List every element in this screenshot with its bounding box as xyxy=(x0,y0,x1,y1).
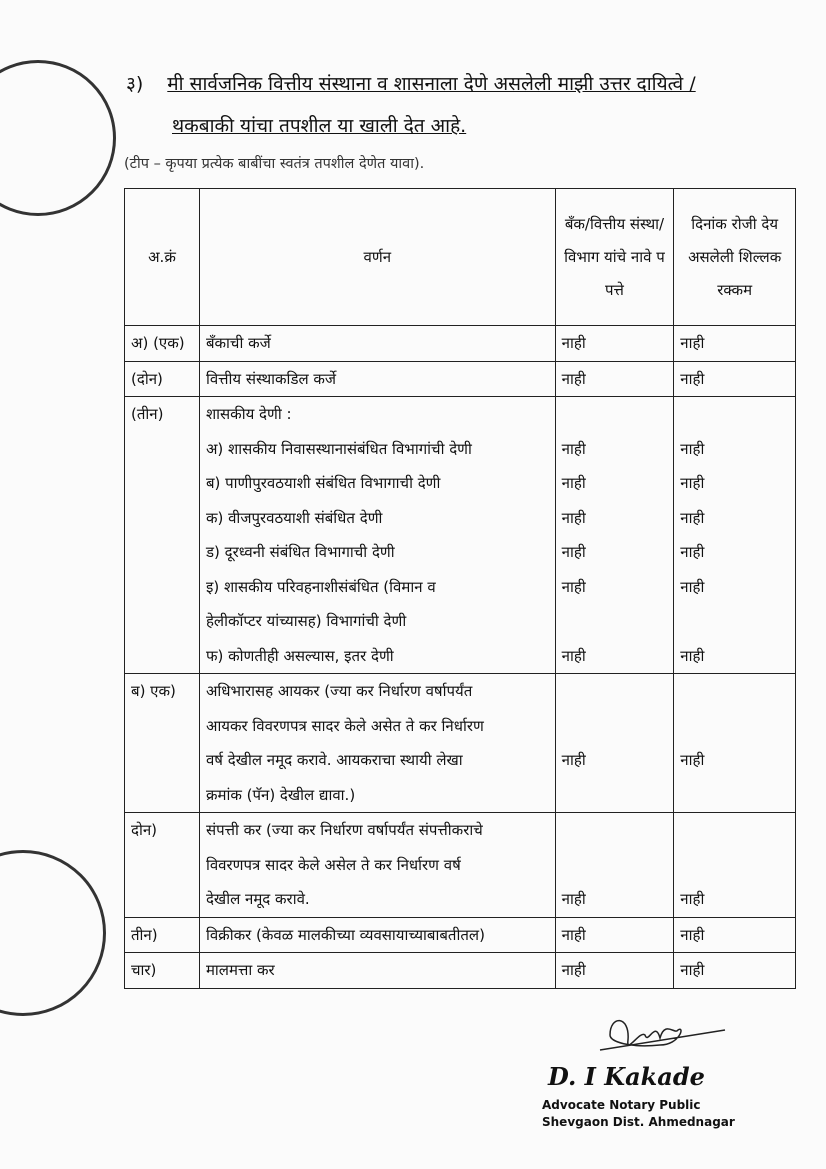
liabilities-table xyxy=(124,188,796,989)
row-desc xyxy=(199,397,555,674)
desc-line: अ) शासकीय निवासस्थानासंबंधित विभागांची देणी xyxy=(205,439,472,458)
row-bank xyxy=(555,953,674,989)
section-heading-line2: थकबाकी यांचा तपशील या खाली देत आहे. xyxy=(172,115,467,137)
desc-line: फ) कोणतीही असल्यास, इतर देणी xyxy=(205,646,394,665)
amount-line: नाही xyxy=(680,646,705,665)
row-desc xyxy=(199,953,555,989)
header-bank: बँक/वित्तीय संस्था/ विभाग यांचे नावे प पत्ते xyxy=(555,189,674,326)
serial-text: ब) एक) xyxy=(131,682,176,700)
row-desc xyxy=(199,361,555,397)
amount-line: नाही xyxy=(680,890,705,908)
bank-line: नाही xyxy=(561,369,586,388)
row-bank xyxy=(555,674,674,813)
row-amount xyxy=(674,397,796,674)
serial-text: तीन) xyxy=(131,925,158,944)
signature-name: D. I Kakade xyxy=(548,1062,705,1091)
amount-line: नाही xyxy=(680,751,705,769)
row-serial xyxy=(125,953,200,989)
amount-line: नाही xyxy=(680,369,705,388)
row-amount xyxy=(674,953,796,989)
bank-line xyxy=(562,778,668,813)
amount-line xyxy=(680,813,789,848)
desc-line: मालमत्ता कर xyxy=(205,961,275,979)
desc-line: हेलीकॉप्टर यांच्यासह) विभागांची देणी xyxy=(205,612,407,630)
desc-line: विक्रीकर (केवळ मालकीच्या व्यवसायाच्याबाबतीतल) xyxy=(205,925,485,944)
serial-text: अ) (एक) xyxy=(131,334,185,352)
amount-line: नाही xyxy=(680,334,705,352)
row-amount xyxy=(674,917,796,953)
amount-line: नाही xyxy=(680,439,705,458)
desc-line: ड) दूरध्वनी संबंधित विभागाची देणी xyxy=(205,543,395,561)
row-bank xyxy=(555,813,674,918)
bank-line xyxy=(562,397,668,432)
table-row xyxy=(125,397,796,674)
row-bank xyxy=(555,397,674,674)
desc-line: बँकाची कर्जे xyxy=(205,334,271,352)
bank-line: नाही xyxy=(561,474,586,492)
bank-line: नाही xyxy=(561,577,586,596)
row-bank xyxy=(555,917,674,953)
amount-line xyxy=(680,604,789,639)
row-desc xyxy=(199,917,555,953)
row-desc xyxy=(199,326,555,362)
section-heading-line1 xyxy=(126,70,696,96)
desc-line: वित्तीय संस्थाकडिल कर्जे xyxy=(205,369,337,388)
row-serial xyxy=(125,917,200,953)
row-desc xyxy=(199,813,555,918)
amount-line xyxy=(680,778,789,813)
amount-line xyxy=(680,848,789,883)
bank-line xyxy=(562,604,668,639)
amount-line xyxy=(680,674,789,709)
amount-line: नाही xyxy=(680,508,705,527)
row-serial xyxy=(125,326,200,362)
notary-stamp-top xyxy=(0,60,116,216)
serial-text: (दोन) xyxy=(131,369,163,388)
desc-line: विवरणपत्र सादर केले असेल ते कर निर्धारण वर्ष xyxy=(205,855,461,874)
row-serial xyxy=(125,674,200,813)
table-row xyxy=(125,326,796,362)
amount-line: नाही xyxy=(680,543,705,561)
bank-line: नाही xyxy=(561,925,586,944)
serial-text: (तीन) xyxy=(131,405,164,423)
bank-line: नाही xyxy=(561,508,586,527)
section-number: ३) xyxy=(126,73,144,95)
notary-stamp-bottom xyxy=(0,850,106,1016)
row-desc xyxy=(199,674,555,813)
desc-line: वर्ष देखील नमूद करावे. आयकराचा स्थायी लेखा xyxy=(205,751,463,769)
desc-line: क) वीजपुरवठयाशी संबंधित देणी xyxy=(205,508,383,527)
row-bank xyxy=(555,326,674,362)
bank-line: नाही xyxy=(561,334,586,352)
serial-text: चार) xyxy=(131,961,157,979)
amount-line xyxy=(680,709,789,744)
bank-line xyxy=(562,848,668,883)
desc-line: संपत्ती कर (ज्या कर निर्धारण वर्षापर्यंत संपत्तीकराचे xyxy=(205,821,483,839)
desc-line: शासकीय देणी : xyxy=(205,405,292,423)
amount-line: नाही xyxy=(680,577,705,596)
bank-line xyxy=(562,813,668,848)
desc-line: देखील नमूद करावे. xyxy=(205,890,310,908)
table-row xyxy=(125,813,796,918)
row-bank xyxy=(555,361,674,397)
header-amount: दिनांक रोजी देय असलेली शिल्लक रक्कम xyxy=(674,189,796,326)
row-amount xyxy=(674,326,796,362)
bank-line xyxy=(562,674,668,709)
desc-line: अधिभारासह आयकर (ज्या कर निर्धारण वर्षापर्यंत xyxy=(205,682,473,700)
row-amount xyxy=(674,674,796,813)
signature-place: Shevgaon Dist. Ahmednagar xyxy=(542,1115,735,1129)
bank-line: नाही xyxy=(561,890,586,908)
row-amount xyxy=(674,813,796,918)
header-description: वर्णन xyxy=(199,189,555,326)
bank-line: नाही xyxy=(561,751,586,769)
note: (टीप – कृपया प्रत्येक बाबींचा स्वतंत्र तपशील देणेत यावा). xyxy=(124,156,425,172)
signature-scribble xyxy=(590,1010,730,1060)
row-serial xyxy=(125,361,200,397)
row-serial xyxy=(125,813,200,918)
bank-line: नाही xyxy=(561,543,586,561)
desc-line: इ) शासकीय परिवहनाशीसंबंधित (विमान व xyxy=(205,577,436,596)
amount-line xyxy=(680,397,789,432)
bank-line xyxy=(562,709,668,744)
signature-title: Advocate Notary Public xyxy=(542,1098,701,1112)
bank-line: नाही xyxy=(561,961,586,979)
serial-text: दोन) xyxy=(131,821,158,839)
amount-line: नाही xyxy=(680,474,705,492)
table-row xyxy=(125,361,796,397)
row-amount xyxy=(674,361,796,397)
desc-line: ब) पाणीपुरवठयाशी संबंधित विभागाची देणी xyxy=(205,474,441,492)
desc-line: क्रमांक (पॅन) देखील द्यावा.) xyxy=(205,785,356,804)
bank-line: नाही xyxy=(561,646,586,665)
table-row xyxy=(125,917,796,953)
amount-line: नाही xyxy=(680,925,705,944)
header-serial: अ.क्रं xyxy=(125,189,200,326)
table-row xyxy=(125,674,796,813)
table-row xyxy=(125,953,796,989)
amount-line: नाही xyxy=(680,961,705,979)
desc-line: आयकर विवरणपत्र सादर केले असेत ते कर निर्धारण xyxy=(205,716,484,735)
row-serial xyxy=(125,397,200,674)
heading-text: मी सार्वजनिक वित्तीय संस्थाना व शासनाला देणे असलेली माझी उत्तर दायित्वे / xyxy=(167,73,696,95)
bank-line: नाही xyxy=(561,439,586,458)
